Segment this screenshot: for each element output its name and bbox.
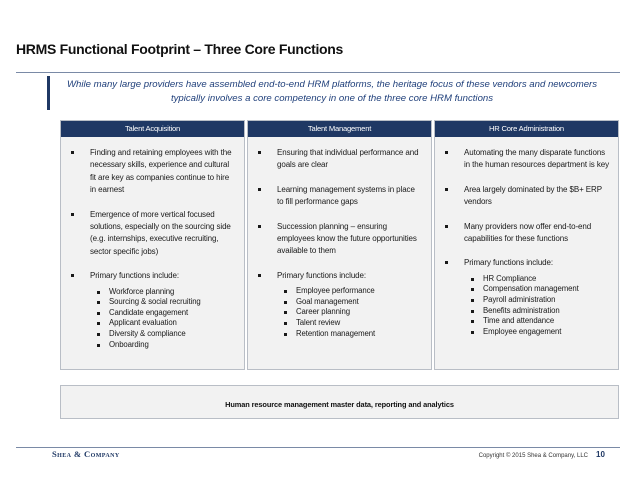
function-text: Employee engagement bbox=[483, 326, 562, 336]
square-bullet-icon bbox=[284, 333, 287, 336]
function-item bbox=[277, 318, 423, 329]
function-item bbox=[464, 274, 610, 285]
square-bullet-icon bbox=[258, 225, 261, 228]
function-item bbox=[90, 287, 236, 298]
bullet-item bbox=[256, 184, 423, 209]
slide-subtitle: While many large providers have assembled end-to-end HRM platforms, the heritage focus of these vendors and newcomers typically involves a core competency in one of the three core HRM functions bbox=[66, 79, 598, 104]
bullet-text: Finding and retaining employees with the necessary skills, experience and cultural fit are key as companies continue to hire in earnest bbox=[90, 148, 232, 195]
function-text: Onboarding bbox=[109, 339, 149, 349]
function-text: Compensation management bbox=[483, 284, 579, 294]
square-bullet-icon bbox=[71, 151, 74, 154]
copyright-notice: Copyright © 2015 Shea & Company, LLC bbox=[478, 453, 588, 459]
square-bullet-icon bbox=[97, 333, 100, 336]
function-item bbox=[277, 286, 423, 297]
square-bullet-icon bbox=[71, 213, 74, 216]
bullet-item bbox=[69, 209, 236, 259]
column-header: HR Core Administration bbox=[435, 121, 618, 137]
square-bullet-icon bbox=[97, 301, 100, 304]
bullet-item bbox=[443, 184, 610, 209]
function-item bbox=[90, 340, 236, 351]
function-text: Retention management bbox=[296, 328, 376, 338]
column-talent-acquisition bbox=[60, 120, 245, 370]
function-text: Payroll administration bbox=[483, 295, 556, 305]
function-item bbox=[90, 318, 236, 329]
function-item bbox=[464, 316, 610, 327]
bullet-text: Succession planning – ensuring employees know the future opportunities available to them bbox=[277, 221, 417, 256]
square-bullet-icon bbox=[445, 261, 448, 264]
square-bullet-icon bbox=[71, 274, 74, 277]
footer-divider bbox=[16, 447, 620, 448]
function-item bbox=[277, 329, 423, 340]
square-bullet-icon bbox=[445, 225, 448, 228]
master-data-label: Human resource management master data, reporting and analytics bbox=[225, 400, 454, 409]
page-number: 10 bbox=[596, 450, 605, 459]
bullet-item bbox=[69, 270, 236, 350]
square-bullet-icon bbox=[471, 299, 474, 302]
function-item bbox=[90, 329, 236, 340]
function-text: Diversity & compliance bbox=[109, 329, 186, 339]
square-bullet-icon bbox=[471, 310, 474, 313]
bullet-text: Area largely dominated by the $B+ ERP vendors bbox=[464, 184, 602, 207]
bullet-text: Ensuring that individual performance and goals are clear bbox=[277, 148, 419, 170]
column-header: Talent Management bbox=[248, 121, 431, 137]
bullet-item bbox=[443, 221, 610, 246]
bullet-text: Primary functions include: bbox=[277, 270, 366, 280]
square-bullet-icon bbox=[471, 288, 474, 291]
function-text: Time and attendance bbox=[483, 316, 555, 326]
bullet-item bbox=[443, 147, 610, 172]
function-text: Employee performance bbox=[296, 286, 375, 296]
square-bullet-icon bbox=[284, 322, 287, 325]
bullet-text: Automating the many disparate functions in the human resources department is key bbox=[464, 148, 609, 170]
square-bullet-icon bbox=[97, 312, 100, 315]
function-text: Career planning bbox=[296, 307, 350, 317]
bullet-text: Primary functions include: bbox=[90, 271, 179, 281]
function-item bbox=[464, 327, 610, 338]
master-data-box bbox=[60, 385, 619, 419]
square-bullet-icon bbox=[284, 311, 287, 314]
bullet-text: Learning management systems in place to fill performance gaps bbox=[277, 184, 415, 207]
function-text: Applicant evaluation bbox=[109, 318, 177, 328]
function-text: Benefits administration bbox=[483, 305, 560, 315]
bullet-item bbox=[256, 270, 423, 339]
square-bullet-icon bbox=[97, 322, 100, 325]
company-logo: Shea & Company bbox=[52, 449, 120, 459]
column-header: Talent Acquisition bbox=[61, 121, 244, 137]
bullet-text: Primary functions include: bbox=[464, 258, 553, 268]
bullet-text: Emergence of more vertical focused solutions, especially on the sourcing side (e.g. internships, executive recruiting, sector specific jobs) bbox=[90, 209, 231, 256]
function-text: Talent review bbox=[296, 318, 341, 328]
column-talent-management bbox=[247, 120, 432, 370]
bullet-text: Many providers now offer end-to-end capabilities for these functions bbox=[464, 221, 592, 244]
square-bullet-icon bbox=[445, 151, 448, 154]
function-item bbox=[90, 297, 236, 308]
function-text: Goal management bbox=[296, 296, 359, 306]
function-item bbox=[277, 307, 423, 318]
square-bullet-icon bbox=[445, 188, 448, 191]
title-divider bbox=[16, 72, 620, 73]
square-bullet-icon bbox=[284, 290, 287, 293]
square-bullet-icon bbox=[258, 151, 261, 154]
function-item bbox=[277, 297, 423, 308]
function-item bbox=[464, 306, 610, 317]
function-text: HR Compliance bbox=[483, 273, 537, 283]
function-item bbox=[90, 308, 236, 319]
function-text: Candidate engagement bbox=[109, 307, 189, 317]
square-bullet-icon bbox=[97, 291, 100, 294]
square-bullet-icon bbox=[97, 344, 100, 347]
function-item bbox=[464, 284, 610, 295]
slide-title: HRMS Functional Footprint – Three Core Functions bbox=[16, 41, 344, 57]
square-bullet-icon bbox=[471, 278, 474, 281]
square-bullet-icon bbox=[284, 301, 287, 304]
function-text: Workforce planning bbox=[109, 286, 175, 296]
square-bullet-icon bbox=[471, 331, 474, 334]
bullet-item bbox=[256, 147, 423, 172]
square-bullet-icon bbox=[258, 274, 261, 277]
subtitle-accent-bar bbox=[47, 76, 50, 110]
square-bullet-icon bbox=[471, 320, 474, 323]
function-item bbox=[464, 295, 610, 306]
bullet-item bbox=[443, 257, 610, 337]
function-text: Sourcing & social recruiting bbox=[109, 297, 201, 307]
bullet-item bbox=[69, 147, 236, 197]
square-bullet-icon bbox=[258, 188, 261, 191]
column-hr-core-administration bbox=[434, 120, 619, 370]
bullet-item bbox=[256, 221, 423, 258]
